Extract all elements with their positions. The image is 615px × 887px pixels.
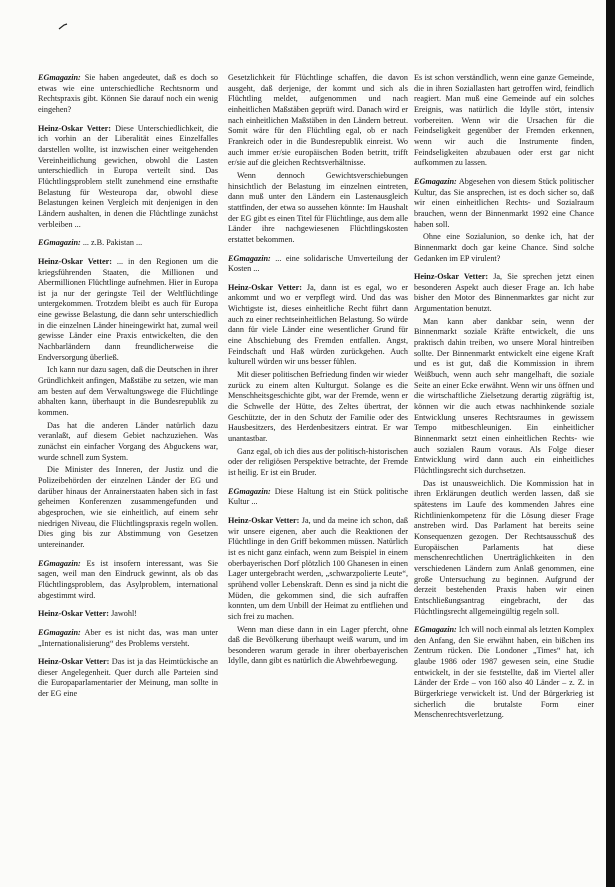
interview-paragraph <box>414 625 594 721</box>
paragraph-text: Ganz egal, ob ich dies aus der politisch-historischen oder der religiösen Perspektive betrachte, der Fremde ist heilig. Er ist ein Bruder. <box>228 446 408 477</box>
interview-paragraph <box>38 257 218 364</box>
interview-paragraph <box>228 254 408 275</box>
interview-paragraph <box>414 177 594 230</box>
paragraph-text: Ich will noch einmal als letzten Komplex den Anfang, den Sie erwähnt haben, ein bißchen ins Zentrum rücken. Die Londoner „Times“ hat, ich glaube 1986 oder 1987 gewesen sein, eine Studie entwickelt, in der sie feststellte, daß im Viertel aller Länder der Erde – von 160 also 40 Länder – z. Z. in Bürgerkriege verwickelt ist. Und der Bürgerkrieg ist sicherlich die brutalste Form einer Menschenrechtsverletzung. <box>414 625 594 720</box>
paragraph-text: Sie haben angedeutet, daß es doch so etwas wie eine unterschiedliche Rechtsnorm und Rechtspraxis gibt. Können Sie darauf noch ein wenig eingehen? <box>38 73 218 114</box>
paragraph-text: Es ist schon verständlich, wenn eine ganze Gemeinde, die in ihren Soziallasten hart getroffen wird, feindlich reagiert. Man muß eine Gemeinde auf ein solches Ereignis, was natürlich die Idylle stört, intensiv vorbereiten. Wenn wir die Ursachen für die Feindseligkeit gegenüber der Fremden erkennen, wenn wir auch die Instrumente finden, Feindseligkeiten abzubauen oder erst gar nicht aufkommen zu lassen. <box>414 73 594 168</box>
paragraph-text: Ohne eine Sozialunion, so denke ich, hat der Binnenmarkt doch gar keine Chance. Sind solche Gedanken im EP virulent? <box>414 232 594 263</box>
paragraph-text: Das ist unausweichlich. Die Kommission hat in ihren Erklärungen deutlich werden lassen, daß sie spätestens im Laufe des kommenden Jahres eine Richtlinienkompetenz für die Lösung dieser Frage anstreben wird. Das Parlament hat bereits seine Konsequenzen gezogen. Der Rechtsausschuß des Europäischen Parlaments hat diese menschenrechtlichen Unerträglichkeiten in den verschiedenen Ländern zum Anlaß genommen, eine große Untersuchung zu beginnen. Aufgrund der derzeit bestehenden Praxis haben wir einen Entschließungsantrag eingebracht, der das Flüchtlingsrecht allgemeingültig regeln soll. <box>414 478 594 616</box>
speaker-egmagazin: EGmagazin: <box>228 253 271 263</box>
interview-paragraph <box>228 447 408 479</box>
speaker-egmagazin: EGmagazin: <box>38 73 81 82</box>
speaker-egmagazin: EGmagazin: <box>38 238 81 248</box>
speaker-egmagazin: EGmagazin: <box>38 627 81 637</box>
paragraph-text: Jawohl! <box>109 609 137 619</box>
interview-paragraph <box>228 487 408 508</box>
interview-paragraph <box>228 516 408 623</box>
speaker-vetter: Heinz-Oskar Vetter: <box>228 515 300 525</box>
interview-paragraph <box>414 479 594 618</box>
interview-paragraph <box>38 657 218 700</box>
speaker-egmagazin: EGmagazin: <box>38 558 81 568</box>
interview-paragraph <box>228 283 408 368</box>
speaker-egmagazin: EGmagazin: <box>228 486 271 496</box>
scan-edge-shadow <box>606 0 615 887</box>
interview-paragraph <box>38 365 218 418</box>
text-column-2 <box>228 73 408 675</box>
interview-paragraph <box>228 171 408 246</box>
paragraph-text: Ja, und da meine ich schon, daß wir unsere eigenen, aber auch die Reaktionen der Flüchtlinge in den Griff bekommen müssen. Natürlich ist es nicht ganz einfach, wenn zum Beispiel in einem oberbayerischen Dorf plötzlich 100 Ghanesen in einen Lager untergebracht werden, „schwarzpolierte Leute“, sprühend voller Lebenskraft. Denn es sind ja nicht die Müden, die gekommen sind, die sich aufraffen konnten, um dem Unbill der Heimat zu entfliehen und sich frei zu machen. <box>228 515 408 621</box>
interview-paragraph <box>38 124 218 231</box>
paragraph-text: Das hat die anderen Länder natürlich dazu veranlaßt, auf diesem Gebiet nachzuziehen. Was zunächst ein einfacher Vorgang des Abguckens war, wurde schnell zum System. <box>38 420 218 462</box>
text-column-3 <box>414 73 594 729</box>
interview-paragraph <box>38 559 218 602</box>
interview-paragraph <box>38 238 218 249</box>
paragraph-text: Abgesehen von diesem Stück politischer Kultur, das Sie ansprechen, ist es doch sicher so, daß wir einen einheitlichen Rechts- und Sozialraum brauchen, wenn der Binnenmarkt 1992 eine Chance haben soll. <box>414 176 594 229</box>
paragraph-text: ... in den Regionen um die kriegsführenden Staaten, die Millionen und Abermillionen Flüchtlinge aufnehmen. Hier in Europa ist ja nur der geringste Teil der Weltflüchtlinge untergekommen. Trotzdem bleibt es auch für Europa eine gewisse Belastung, die dann sehr unterschiedlich in die einzelnen Länder hineingewirkt hat, zumal weil gewisse Länder eine Praxis entwickelten, die den Nachbarländern dann freundlicherweise die Endversorgung überließ. <box>38 256 218 362</box>
scan-mark <box>58 22 68 32</box>
paragraph-text: Ja, Sie sprechen jetzt einen besonderen Aspekt auch dieser Frage an. Ich habe bisher den Motor des Binnenmarktes gar nicht zur Argumentation benutzt. <box>414 272 594 314</box>
speaker-egmagazin: EGmagazin: <box>414 176 457 186</box>
speaker-vetter: Heinz-Oskar Vetter: <box>38 657 110 667</box>
speaker-vetter: Heinz-Oskar Vetter: <box>38 123 112 133</box>
speaker-vetter: Heinz-Oskar Vetter: <box>414 272 489 282</box>
interview-paragraph <box>228 370 408 445</box>
paragraph-text: ... eine solidarische Umverteilung der Kosten ... <box>228 253 408 274</box>
paragraph-text: Ja, dann ist es egal, wo er ankommt und wo er verpflegt wird. Und das was Wichtigste ist, dieses einheitliche Recht führt dann auch zu einer rechtseinheitlichen Belastung. So würde dann für viele Länder eine wesentlicher Grund für eine Abschiebung des Fremden entfallen. Angst, Feindschaft und Haß würden zurückgehen. Auch kulturell würden wir uns besser fühlen. <box>228 282 408 367</box>
interview-paragraph <box>38 465 218 550</box>
paragraph-text: Das ist ja das Heimtückische an dieser Angelegenheit. Quer durch alle Parteien sind die Europaparlamentarier der Meinung, man sollte in der EG eine <box>38 657 218 699</box>
speaker-vetter: Heinz-Oskar Vetter: <box>38 609 110 619</box>
interview-paragraph <box>38 628 218 649</box>
text-column-1 <box>38 73 218 708</box>
interview-paragraph <box>38 73 218 116</box>
paragraph-text: Diese Unterschiedlichkeit, die ich vorhin an der Liberalität eines Einzelfalles darstellen wollte, ist inzwischen einer weitgehenden Vereinheitlichung gewichen, obwohl die Lasten unterschiedlich in Europa verteilt sind. Das Flüchtlingsproblem stellt zunehmend eine ernsthafte Belastung für Westeuropa dar, obwohl diese Belastungen keinen Vergleich mit denjenigen in den Ländern aushalten, in denen die Flüchtlinge zunächst verbleiben ... <box>38 123 218 229</box>
paragraph-text: Gesetzlichkeit für Flüchtlinge schaffen, die davon ausgeht, daß derjenige, der kommt und sich als Flüchtling meldet, aufgenommen und nach einheitlichen Maßstäben geprüft wird. Danach wird er nach einheitlichen Maßstäben in den Ländern betreut. Somit wäre für den Flüchtling egal, ob er nach Frankreich oder in die Bundesrepublik einreist. Wo auch immer er/sie europäischen Boden betritt, trifft er/sie auf die gleichen Rechtsverhältnisse. <box>228 73 408 168</box>
paragraph-text: Ich kann nur dazu sagen, daß die Deutschen in ihrer Gründlichkeit anfingen, Maßstäbe zu setzen, wie man am besten auf dem Verwaltungswege die Flüchtlinge abhalten kann, überhaupt in die Bundesrepublik zu kommen. <box>38 365 218 418</box>
interview-paragraph <box>414 317 594 477</box>
speaker-egmagazin: EGmagazin: <box>414 625 457 635</box>
paragraph-text: Die Minister des Inneren, der Justiz und die Polizeibehörden der einzelnen Länder der EG und darüber hinaus der Anrainerstaaten haben sich in fast geheimen Konferenzen zusammengefunden und abgesprochen, wie sie einheitlich, auf einem sehr niedrigen Niveau, die Flüchtlingspraxis regeln wollen. Dies ging bis zur Abstimmung von Gesetzen untereinander. <box>38 465 218 549</box>
paragraph-text: Mit dieser politischen Befriedung finden wir wieder zurück zu einem alten Kulturgut. Solange es die Menschheitsgeschichte gibt, war der Fremde, wenn er die Schwelle der Hütte, des Zeltes übertrat, der Geschützte, der in den Schutz der Familie oder des Hausbesitzers, des Herdenbesitzers eintrat. Er war unantastbar. <box>228 370 408 443</box>
paragraph-text: Man kann aber dankbar sein, wenn der Binnenmarkt soziale Kräfte entwickelt, die uns praktisch dahin treiben, wo unsere Moral hintreiben sollte. Der Binnenmarkt entwickelt eine eigene Kraft und es ist gut, daß die Kommission in ihrem Weißbuch, wenn auch sehr mangelhaft, die soziale Seite an einer Ecke erwähnt. Wenn wir uns öffnen und die wirtschaftliche Zielsetzung derartig zügräftig ist, können wir die auch etwas nachhinkende soziale Entwicklung unseres Rechtsraumes in gewissem Tempo mitbeschleunigen. Ein einheitlicher Binnenmarkt setzt einen einheitlichen Rechts- wie auch sozialen Raum voraus. Als Folge dieser Entwicklung wird dann auch ein einheitliches Flüchtlingsrecht sich durchsetzen. <box>414 316 594 475</box>
paragraph-text: Aber es ist nicht das, was man unter „Internationalisierung“ des Problems versteht. <box>38 627 218 648</box>
speaker-vetter: Heinz-Oskar Vetter: <box>38 256 112 266</box>
paragraph-text: Diese Haltung ist ein Stück politische Kultur ... <box>228 486 408 507</box>
paragraph-text: ... z.B. Pakistan ... <box>80 238 143 248</box>
interview-paragraph <box>228 625 408 668</box>
speaker-vetter: Heinz-Oskar Vetter: <box>228 282 302 292</box>
interview-paragraph <box>38 609 218 620</box>
paragraph-text: Wenn dennoch Gewichtsverschiebungen hinsichtlich der Belastung im einzelnen eintreten, dann muß unter den Ländern ein Lastenausgleich stattfinden, der etwa so aussehen könnte: Im Haushalt der EG gibt es einen Titel für Flüchtlinge, aus dem alle Länder ihre nachgewiesenen Flüchtlingskosten erstattet bekommen. <box>228 170 408 244</box>
interview-paragraph <box>414 272 594 315</box>
interview-paragraph <box>414 73 594 169</box>
paragraph-text: Es ist insofern interessant, was Sie sagen, weil man den Eindruck gewinnt, als ob das Flüchtlingsproblem, das Asylproblem, international abgestimmt wird. <box>38 558 218 600</box>
interview-paragraph <box>414 232 594 264</box>
interview-paragraph <box>228 73 408 169</box>
paragraph-text: Wenn man diese dann in ein Lager pfercht, ohne daß die Bevölkerung überhaupt weiß warum, und im besonderen warum gerade in ihrer oberbayerischen Idylle, dann gibt es natürlich die Abwehrbewegung. <box>228 624 408 666</box>
interview-paragraph <box>38 421 218 464</box>
